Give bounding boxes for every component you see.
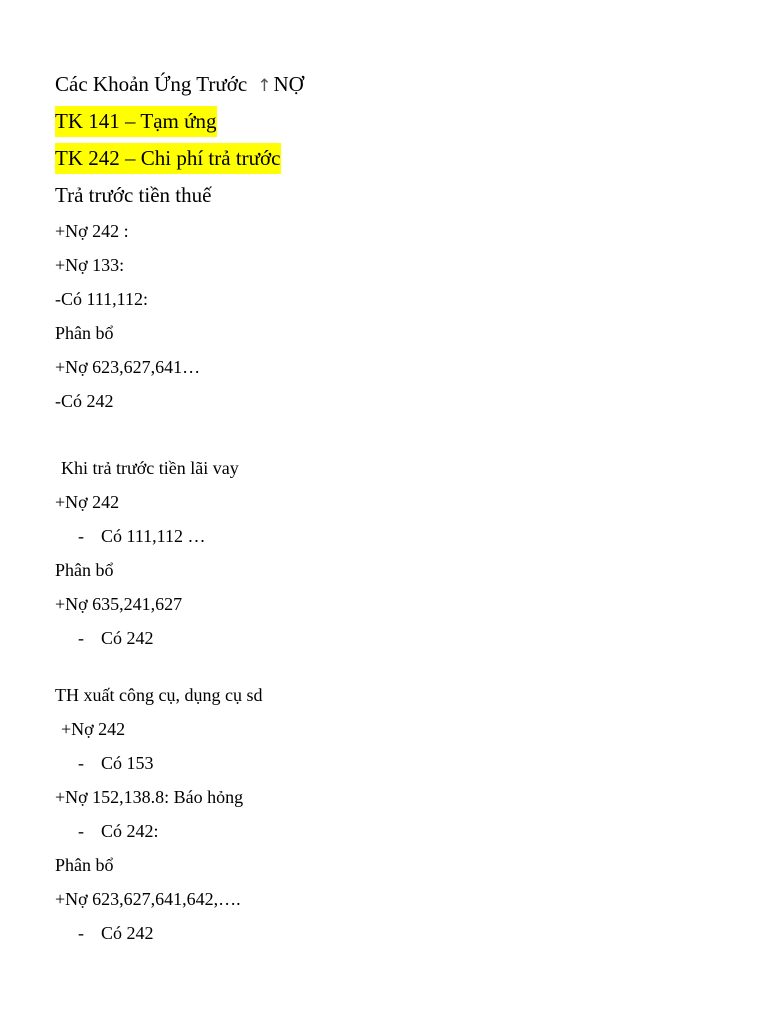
entry-text: Có 242: [101,821,159,841]
highlight-tk242 [55,148,281,169]
entry-line: Phân bổ [55,560,114,580]
entry-line: +Nợ 242 [55,492,120,512]
entry-line: +Nợ 635,241,627 [55,594,183,614]
entry-line: Phân bổ [55,855,114,875]
bullet-dash: - [78,923,84,943]
entry-line: Phân bổ [55,323,114,343]
entry-line: +Nợ 242 [61,719,126,739]
entry-text: Có 242 [101,628,154,648]
entry-line: +Nợ 623,627,641… [55,357,201,377]
section-rent-title: Trả trước tiền thuế [55,183,212,207]
entry-line [55,924,154,942]
arrow-up-icon: ↑ [257,76,272,96]
entry-line [55,822,159,840]
heading-suffix: NỢ [273,72,304,96]
heading-text: Các Khoản Ứng Trước [55,72,248,96]
highlighted-text: TK 242 – Chi phí trả trước [55,143,281,174]
entry-text: Có 111,112 … [101,526,206,546]
entry-line: +Nợ 242 : [55,221,129,241]
entry-line: +Nợ 133: [55,255,125,275]
bullet-dash: - [78,628,84,648]
entry-line: +Nợ 623,627,641,642,…. [55,889,241,909]
highlighted-text: TK 141 – Tạm ứng [55,106,217,137]
highlight-tk141 [55,111,217,132]
bullet-dash: - [78,753,84,773]
section-tools-title: TH xuất công cụ, dụng cụ sd [55,685,263,705]
entry-line [55,527,206,545]
entry-line [55,629,154,647]
document-heading [55,74,304,95]
entry-line [55,754,154,772]
entry-line: -Có 111,112: [55,289,148,309]
entry-line: -Có 242 [55,391,114,411]
entry-line: +Nợ 152,138.8: Báo hỏng [55,787,244,807]
section-interest-title: Khi trả trước tiền lãi vay [61,458,239,478]
entry-text: Có 242 [101,923,154,943]
bullet-dash: - [78,821,84,841]
entry-text: Có 153 [101,753,154,773]
bullet-dash: - [78,526,84,546]
